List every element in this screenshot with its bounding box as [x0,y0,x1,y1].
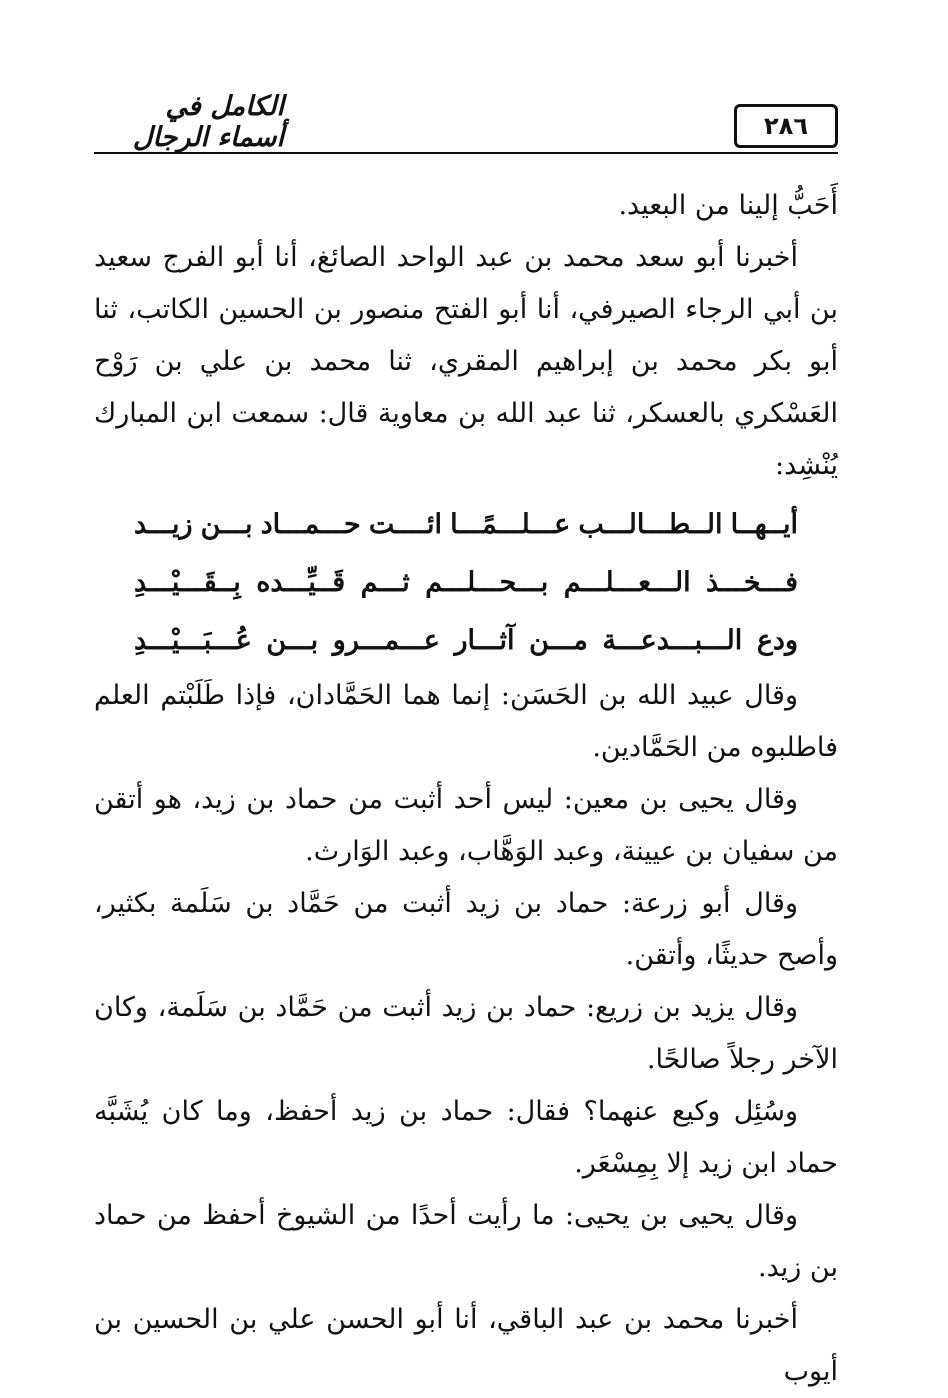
paragraph-yahya-ibn-maeen: وقال يحيى بن معين: ليس أحد أثبت من حماد بن زيد، هو أتقن من سفيان بن عيينة، وعبد الوَهَّاب، وعبد الوَارث. [94,784,838,867]
paragraph-isnad-final: أخبرنا محمد بن عبد الباقي، أنا أبو الحسن علي بن الحسين بن أيوب [94,1304,838,1387]
verse-word: ائــــت [368,509,442,540]
verse-word: مـــن [529,625,588,656]
verse-word: فـــخـــذ [706,567,798,598]
verse-word: عـــمـــرو [332,625,440,656]
page-header [94,91,838,154]
poem [94,496,838,670]
verse-word: الـــعـــلـــم [563,567,691,598]
verse-line-1 [94,496,838,554]
verse-word: أيــهــا [730,509,798,540]
paragraph-isnad: أخبرنا أبو سعد محمد بن عبد الواحد الصائغ، أنا أبو الفرج سعيد بن أبي الرجاء الصيرفي، أنا أبو الفتح منصور بن الحسين الكاتب، ثنا أبو بكر محمد بن إبراهيم المقري، ثنا محمد بن علي بن رَوْح العَسْكري بالعسكر، ثنا عبد الله بن معاوية قال: سمعت ابن المبارك يُنْشِد: [94,242,838,481]
verse-line-3 [94,612,838,670]
verse-word: زيـــد [134,509,193,540]
verse-word: قَــيِّـــده [256,567,346,598]
verse-word: بِــقَـــيْـــدِ [134,567,241,598]
paragraph-yahya-ibn-yahya: وقال يحيى بن يحيى: ما رأيت أحدًا من الشيوخ أحفظ من حماد بن زيد. [94,1200,838,1283]
page-number: ٢٨٦ [734,104,838,148]
paragraph-yazid: وقال يزيد بن زريع: حماد بن زيد أثبت من حَمَّاد بن سَلَمة، وكان الآخر رجلاً صالحًا. [94,992,838,1075]
verse-word: الــطـــالـــب [578,509,723,540]
running-title: الكامل في أسماء الرجال [132,91,284,153]
verse-word: ثـــم [360,567,410,598]
verse-word: بـــحـــلـــم [425,567,549,598]
verse-word: الـــبـــدعـــة [602,625,743,656]
verse-line-2 [94,554,838,612]
verse-word: بـــن [266,625,319,656]
verse-word: بـــن [200,509,253,540]
page-body [94,180,838,1398]
paragraph-opening: أَحَبُّ إلينا من البعيد. [618,190,838,221]
paragraph-abu-zura: وقال أبو زرعة: حماد بن زيد أثبت من حَمَّاد بن سَلَمة بكثير، وأصح حديثًا، وأتقن. [94,888,838,971]
paragraph-waki: وسُئِل وكيع عنهما؟ فقال: حماد بن زيد أحفظ، وما كان يُشَبَّه حماد ابن زيد إلا بِمِسْعَر. [94,1096,838,1179]
verse-word: آثـــار [454,625,515,656]
verse-word: حـــمـــاد [260,509,361,540]
verse-word: عُـــبَـــيْـــدِ [134,625,252,656]
verse-word: عـــلـــمًـــا [450,509,571,540]
paragraph-ubaidullah: وقال عبيد الله بن الحَسَن: إنما هما الحَمَّادان، فإذا طَلَبْتم العلم فاطلبوه من الحَمَّادين. [94,680,838,763]
verse-word: ودع [756,625,798,656]
header-rule [94,152,838,154]
